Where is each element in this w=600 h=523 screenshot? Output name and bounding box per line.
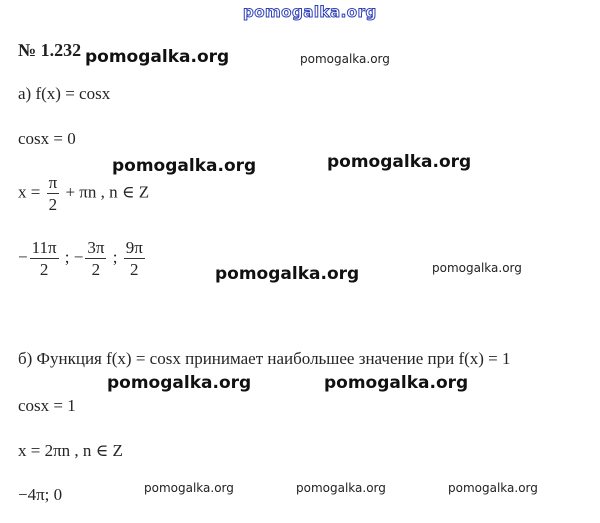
- fraction-numerator: 9π: [125, 238, 143, 257]
- fraction-numerator: 3π: [87, 238, 105, 257]
- roots-separator-2: ;: [112, 247, 118, 267]
- part-a-solution-suffix: + πn , n ∈ Z: [65, 182, 150, 202]
- roots-separator-1: ; −: [64, 247, 84, 267]
- watermark: pomogalka.org: [296, 481, 386, 495]
- watermark: pomogalka.org: [85, 47, 230, 67]
- fraction-denominator: 2: [91, 260, 101, 279]
- part-b-equation: cosx = 1: [18, 396, 76, 415]
- watermark: pomogalka.org: [215, 264, 360, 284]
- watermark: pomogalka.org: [432, 261, 522, 275]
- fraction-denominator: 2: [48, 195, 58, 214]
- watermark: pomogalka.org: [327, 152, 472, 172]
- part-a-function: а) f(x) = cosx: [18, 84, 111, 103]
- part-b-roots: −4π; 0: [18, 485, 63, 504]
- part-a-solution-fraction: [47, 174, 60, 213]
- watermark: pomogalka.org: [144, 481, 234, 495]
- problem-number: № 1.232: [18, 40, 82, 60]
- root-fraction-1: [30, 239, 59, 278]
- fraction-denominator: 2: [39, 260, 49, 279]
- part-a-roots: [18, 239, 147, 278]
- part-a-solution-prefix: x =: [18, 182, 41, 202]
- part-a-equation: cosx = 0: [18, 129, 76, 148]
- part-a-solution: [18, 174, 149, 213]
- root-fraction-3: [124, 239, 145, 278]
- fraction-numerator: π: [48, 173, 58, 192]
- fraction-numerator: 11π: [31, 238, 57, 257]
- watermark: pomogalka.org: [324, 373, 469, 393]
- part-b-statement: б) Функция f(x) = cosx принимает наибольшее значение при f(x) = 1: [18, 349, 511, 368]
- watermark: pomogalka.org: [112, 156, 257, 176]
- watermark: pomogalka.org: [300, 52, 390, 66]
- watermark: pomogalka.org: [107, 373, 252, 393]
- part-b-solution: x = 2πn , n ∈ Z: [18, 441, 123, 460]
- header-watermark: pomogalka.org: [243, 3, 377, 21]
- fraction-denominator: 2: [129, 260, 139, 279]
- root-fraction-2: [85, 239, 106, 278]
- watermark: pomogalka.org: [448, 481, 538, 495]
- roots-sign: −: [18, 247, 28, 267]
